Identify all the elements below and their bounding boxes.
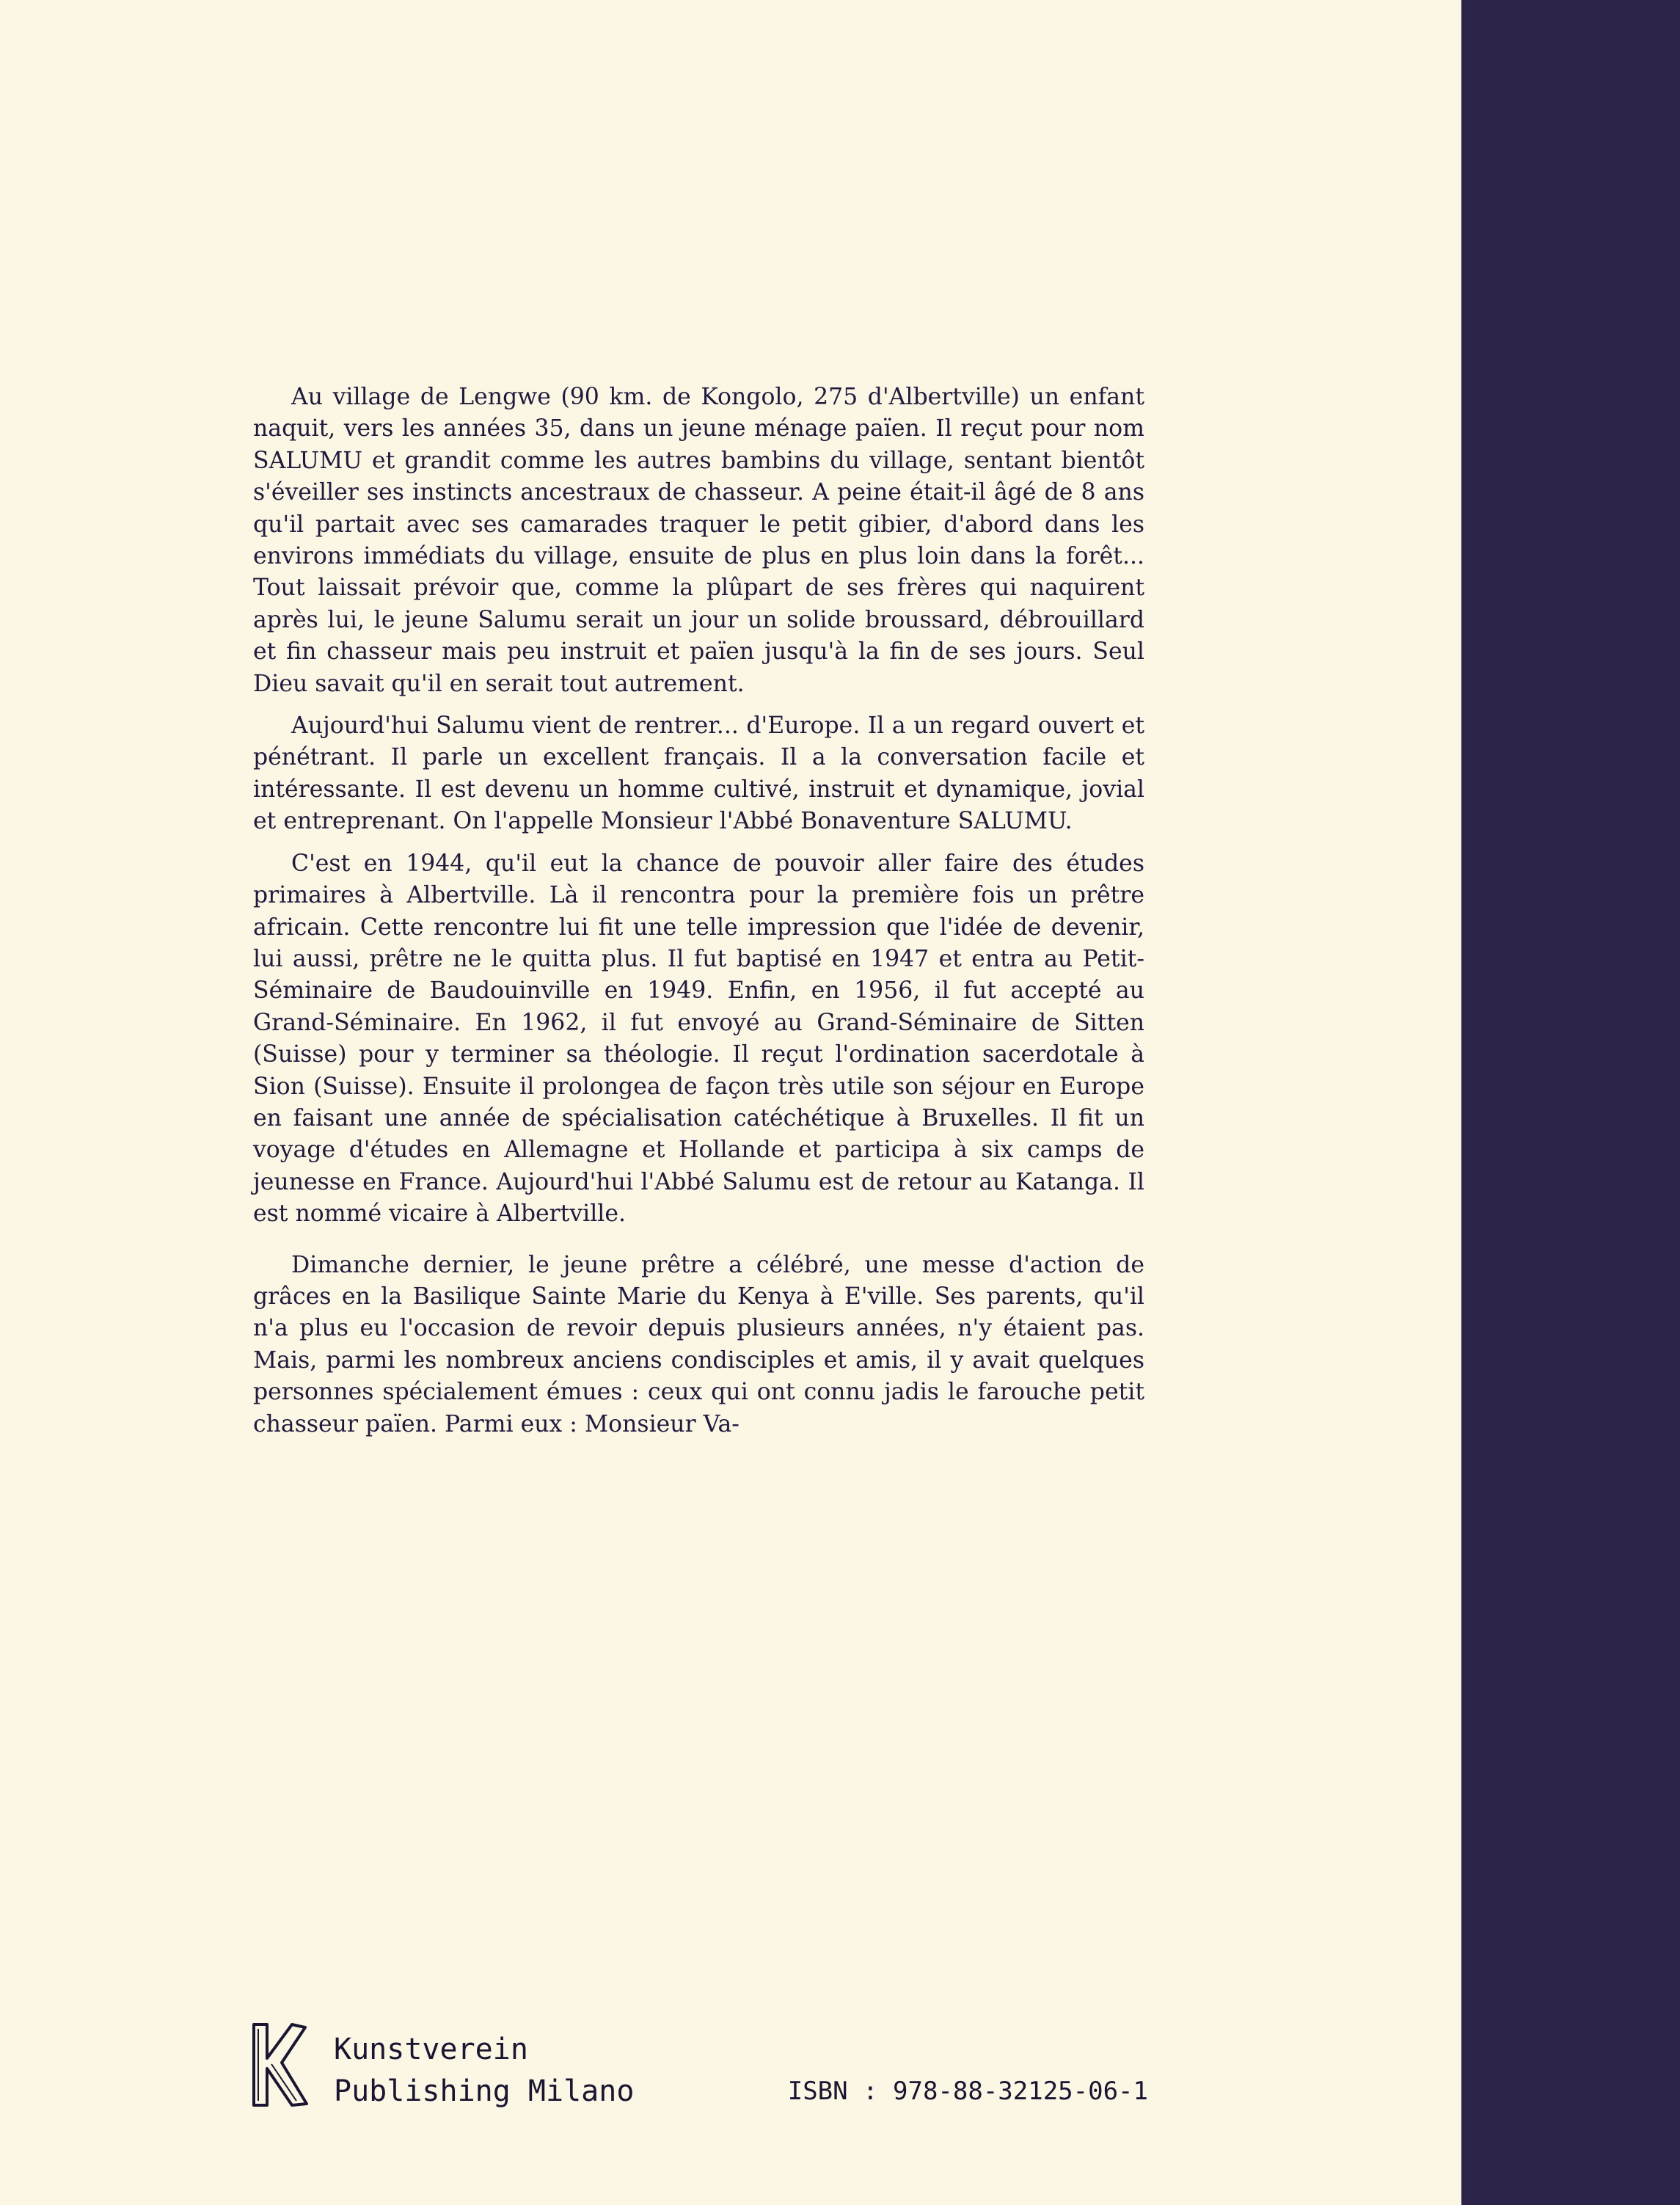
isbn-number: ISBN : 978-88-32125-06-1: [787, 2077, 1148, 2106]
publisher-line-1: Kunstverein: [334, 2033, 528, 2066]
publisher-line-2: Publishing Milano: [334, 2074, 635, 2108]
footer: [249, 2022, 1148, 2110]
paragraph-2: Aujourd'hui Salumu vient de rentrer... d'Europe. Il a un regard ouvert et pénétrant. Il parle un excellent français. Il a la conversation facile et intéressante. Il est devenu un homme cultivé, instruit et dynamique, jovial et entreprenant. On l'appelle Monsieur l'Abbé Bonaventure SALUMU.: [253, 712, 1144, 835]
paragraph-1: Au village de Lengwe (90 km. de Kongolo, 275 d'Albertville) un enfant naquit, vers les années 35, dans un jeune ménage païen. Il reçut pour nom SALUMU et grandit comme les autres bambins du village, sentant bientôt s'éveiller ses instincts ancestraux de chasseur. A peine était-il âgé de 8 ans qu'il partait avec ses camarades traquer le petit gibier, d'abord dans les environs immédiats du village, ensuite de plus en plus loin dans la forêt... Tout laissait prévoir que, comme la plûpart de ses frères qui naquirent après lui, le jeune Salumu serait un jour un solide broussard, débrouillard et fin chasseur mais peu instruit et païen jusqu'à la fin de ses jours. Seul Dieu savait qu'il en serait tout autrement.: [253, 384, 1144, 697]
paragraph-4: Dimanche dernier, le jeune prêtre a célébré, une messe d'action de grâces en la Basilique Sainte Marie du Kenya à E'ville. Ses parents, qu'il n'a plus eu l'occasion de revoir depuis plusieurs années, n'y étaient pas. Mais, parmi les nombreux anciens condisciples et amis, il y avait quelques personnes spécialement émues : ceux qui ont connu jadis le farouche petit chasseur païen. Parmi eux : Monsieur Va-: [253, 1251, 1144, 1437]
spine-band: [1461, 0, 1680, 2205]
article-text: [253, 382, 1144, 1440]
publisher-logo: [249, 2022, 308, 2108]
paragraph-3: C'est en 1944, qu'il eut la chance de pouvoir aller faire des études primaires à Albertville. Là il rencontra pour la première fois un prêtre africain. Cette rencontre lui fit une telle impression que l'idée de devenir, lui aussi, prêtre ne le quitta plus. Il fut baptisé en 1947 et entra au Petit-Séminaire de Baudouinville en 1949. Enfin, en 1956, il fut accepté au Grand-Séminaire. En 1962, il fut envoyé au Grand-Séminaire de Sitten (Suisse) pour y terminer sa théologie. Il reçut l'ordination sacerdotale à Sion (Suisse). Ensuite il prolongea de façon très utile son séjour en Europe en faisant une année de spécialisation catéchétique à Bruxelles. Il fit un voyage d'études en Allemagne et Hollande et participa à six camps de jeunesse en France. Aujourd'hui l'Abbé Salumu est de retour au Katanga. Il est nommé vicaire à Albertville.: [253, 850, 1144, 1228]
publisher-name: [334, 2029, 634, 2113]
